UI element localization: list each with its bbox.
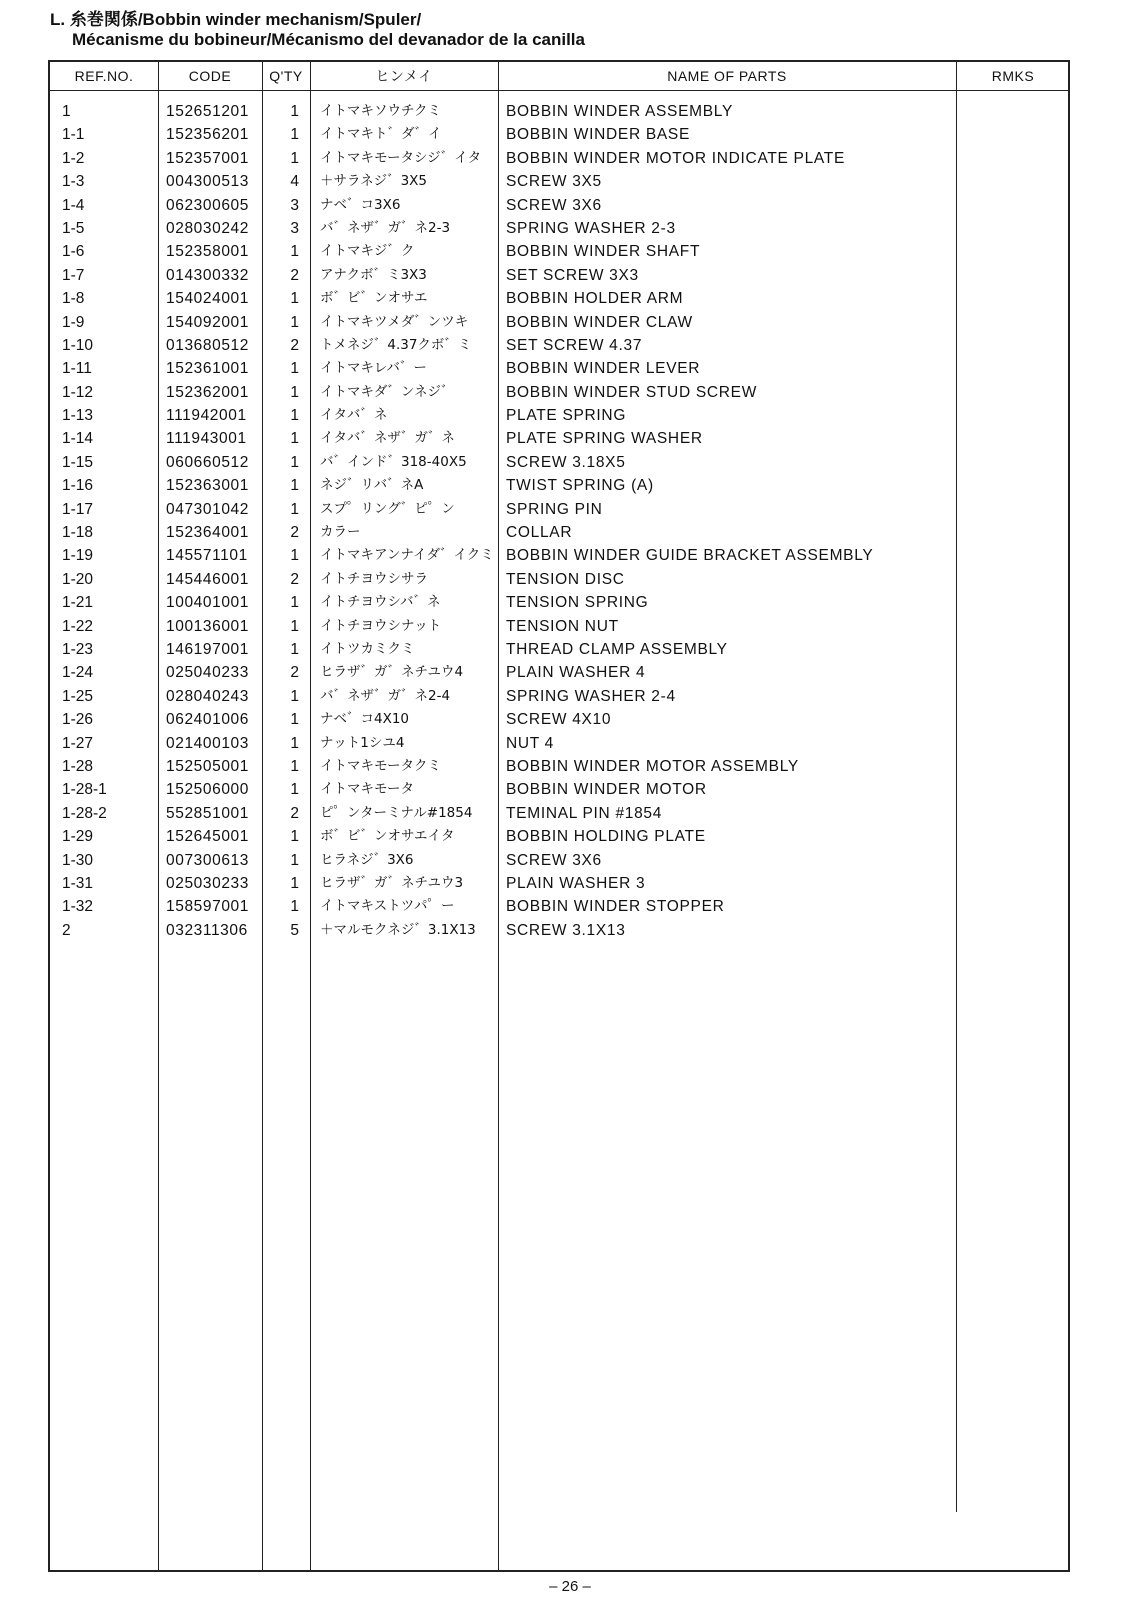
table-row [50,755,1068,778]
table-row [50,451,1068,474]
cell-code: 021400103 [166,734,249,752]
cell-code: 154024001 [166,290,249,308]
table-row [50,849,1068,872]
cell-ref: 1-23 [62,640,94,658]
cell-name: TWIST SPRING (A) [506,477,654,495]
table-row [50,708,1068,731]
cell-kana: イトマキモータ [320,781,414,798]
cell-kana: イタバ゛ネザ゛ガ゛ネ [320,430,455,447]
cell-kana: バ゛ネザ゛ガ゛ネ2-4 [320,687,451,704]
cell-name: BOBBIN HOLDING PLATE [506,828,706,846]
cell-ref: 1-8 [62,290,85,308]
parts-table [48,60,1070,1572]
table-row [50,357,1068,380]
cell-kana: ナット1シユ4 [320,734,405,751]
cell-ref: 1-15 [62,453,94,471]
table-row [50,217,1068,240]
cell-name: BOBBIN WINDER SHAFT [506,243,701,261]
header-ref: REF.NO. [74,68,134,84]
cell-qty: 1 [290,898,299,916]
cell-code: 152645001 [166,828,249,846]
cell-code: 152505001 [166,757,249,775]
cell-ref: 1-6 [62,243,85,261]
cell-name: PLAIN WASHER 3 [506,874,646,892]
header-qty: Q'TY [269,68,303,84]
cell-name: BOBBIN WINDER MOTOR ASSEMBLY [506,757,799,775]
header-code: CODE [188,68,232,84]
cell-code: 111943001 [166,430,247,448]
cell-code: 552851001 [166,804,249,822]
cell-code: 152357001 [166,149,249,167]
cell-name: SET SCREW 4.37 [506,336,643,354]
cell-name: SPRING WASHER 2-3 [506,219,676,237]
cell-qty: 1 [290,453,299,471]
cell-name: SCREW 3.1X13 [506,921,626,939]
cell-code: 025030233 [166,874,249,892]
cell-ref: 1-5 [62,219,85,237]
cell-qty: 4 [290,173,299,191]
cell-ref: 1-10 [62,336,94,354]
cell-qty: 1 [290,313,299,331]
cell-name: SPRING WASHER 2-4 [506,687,676,705]
cell-name: SET SCREW 3X3 [506,266,639,284]
cell-kana: イトチヨウシナット [320,617,442,634]
table-row [50,474,1068,497]
cell-qty: 1 [290,290,299,308]
cell-ref: 1-7 [62,266,85,284]
cell-kana: イトツカミクミ [320,640,415,657]
cell-name: SCREW 3.18X5 [506,453,626,471]
cell-name: TEMINAL PIN #1854 [506,804,663,822]
cell-name: THREAD CLAMP ASSEMBLY [506,640,728,658]
table-row [50,123,1068,146]
table-body [50,100,1068,942]
cell-code: 007300613 [166,851,249,869]
table-row [50,404,1068,427]
table-row [50,802,1068,825]
cell-kana: ヒラザ゛ガ゛ネチユウ3 [320,874,464,891]
cell-name: PLAIN WASHER 4 [506,664,646,682]
table-row [50,100,1068,123]
table-row [50,147,1068,170]
page-title [50,10,585,50]
cell-qty: 1 [290,617,299,635]
cell-kana: イトマキアンナイダ゛イクミ [320,547,494,564]
cell-kana: ヒラザ゛ガ゛ネチユウ4 [320,664,464,681]
cell-ref: 1-16 [62,477,94,495]
cell-kana: バ゛インド゛318-40X5 [320,453,467,470]
cell-name: BOBBIN WINDER MOTOR [506,781,707,799]
cell-qty: 1 [290,640,299,658]
cell-code: 062300605 [166,196,249,214]
cell-qty: 3 [290,219,299,237]
cell-kana: イトマキソウチクミ [320,103,441,119]
cell-code: 060660512 [166,453,249,471]
cell-ref: 1-2 [62,149,85,167]
cell-name: BOBBIN WINDER BASE [506,126,690,144]
cell-qty: 1 [290,430,299,448]
cell-name: TENSION NUT [506,617,619,635]
cell-name: SCREW 3X6 [506,196,602,214]
cell-kana: トメネジ゛4.37クボ゛ミ [320,336,472,353]
cell-code: 152364001 [166,524,249,542]
cell-qty: 1 [290,687,299,705]
cell-code: 152651201 [166,103,249,120]
cell-qty: 2 [290,570,299,588]
cell-ref: 1-28 [62,757,94,775]
cell-kana: ＋サラネジ゛3X5 [320,173,428,190]
cell-qty: 1 [290,407,299,425]
cell-ref: 1-18 [62,524,94,542]
cell-kana: イトマキモータクミ [320,757,441,774]
cell-ref: 1-27 [62,734,94,752]
cell-ref: 1-32 [62,898,94,916]
cell-kana: イトチヨウシバ゛ネ [320,594,441,611]
cell-ref: 1-25 [62,687,94,705]
table-row [50,264,1068,287]
cell-name: BOBBIN WINDER STUD SCREW [506,383,758,401]
table-row [50,194,1068,217]
cell-qty: 1 [290,734,299,752]
table-row [50,872,1068,895]
cell-qty: 1 [290,477,299,495]
cell-qty: 1 [290,757,299,775]
cell-name: NUT 4 [506,734,555,752]
cell-code: 032311306 [166,921,248,939]
cell-qty: 2 [290,664,299,682]
cell-kana: イトマキストツパ゜ー [320,898,455,915]
cell-code: 004300513 [166,173,249,191]
cell-kana: アナクボ゛ミ3X3 [320,266,427,283]
cell-ref: 1-31 [62,874,94,892]
table-row [50,568,1068,591]
cell-ref: 1-12 [62,383,94,401]
cell-ref: 1-17 [62,500,94,518]
cell-qty: 5 [290,921,299,939]
cell-ref: 1-19 [62,547,94,565]
cell-kana: イトマキレバ゛ー [320,360,427,377]
cell-code: 158597001 [166,898,249,916]
cell-code: 154092001 [166,313,249,331]
cell-kana: スプ゜リング゛ピ゜ン [320,500,455,517]
table-row [50,591,1068,614]
cell-name: PLATE SPRING WASHER [506,430,703,448]
cell-qty: 1 [290,500,299,518]
table-row [50,615,1068,638]
cell-kana: カラー [320,524,361,541]
cell-qty: 2 [290,804,299,822]
cell-name: SPRING PIN [506,500,603,518]
cell-qty: 1 [290,874,299,892]
cell-name: BOBBIN WINDER GUIDE BRACKET ASSEMBLY [506,547,874,565]
cell-qty: 1 [290,126,299,144]
header-rmks: RMKS [991,68,1035,84]
cell-ref: 1-28-1 [62,781,107,799]
cell-qty: 1 [290,103,299,120]
cell-name: COLLAR [506,524,573,542]
cell-kana: ナベ゛コ4X10 [320,711,410,728]
cell-ref: 1-4 [62,196,85,214]
table-row [50,311,1068,334]
cell-ref: 1-9 [62,313,85,331]
cell-kana: イトマキト゛ダ゛イ [320,126,442,143]
cell-kana: イタバ゛ネ [320,407,388,424]
cell-qty: 1 [290,243,299,261]
cell-code: 152356201 [166,126,249,144]
table-row [50,240,1068,263]
cell-ref: 1-29 [62,828,94,846]
table-row [50,825,1068,848]
cell-kana: バ゛ネザ゛ガ゛ネ2-3 [320,219,451,236]
table-row [50,170,1068,193]
table-row [50,544,1068,567]
cell-ref: 1-14 [62,430,94,448]
header-kana: ヒンメイ [375,68,433,84]
cell-qty: 1 [290,383,299,401]
cell-ref: 1-26 [62,711,94,729]
cell-name: SCREW 3X6 [506,851,602,869]
table-row [50,521,1068,544]
cell-ref: 1-22 [62,617,94,635]
cell-code: 013680512 [166,336,249,354]
table-row [50,334,1068,357]
cell-kana: イトチヨウシサラ [320,570,428,587]
cell-kana: イトマキダ゛ンネジ゛ [320,383,455,400]
cell-kana: ナベ゛コ3X6 [320,196,401,213]
cell-kana: イトマキモータシジ゛イタ [320,149,482,166]
table-row [50,895,1068,918]
cell-qty: 1 [290,594,299,612]
cell-name: BOBBIN WINDER ASSEMBLY [506,103,733,120]
cell-ref: 1-11 [62,360,92,378]
cell-name: TENSION SPRING [506,594,649,612]
header-name: NAME OF PARTS [667,68,787,84]
cell-qty: 1 [290,149,299,167]
cell-ref: 1 [62,103,71,120]
table-row [50,919,1068,942]
cell-name: BOBBIN WINDER MOTOR INDICATE PLATE [506,149,845,167]
cell-code: 145446001 [166,570,249,588]
table-row [50,498,1068,521]
title-line-2: Mécanisme du bobineur/Mécanismo del devanador de la canilla [72,30,585,49]
cell-kana: ボ゛ビ゛ンオサエ [320,290,428,307]
cell-code: 047301042 [166,500,249,518]
cell-code: 146197001 [166,640,249,658]
cell-qty: 1 [290,781,299,799]
cell-ref: 2 [62,921,71,939]
cell-name: PLATE SPRING [506,407,627,425]
cell-code: 152506000 [166,781,249,799]
cell-name: TENSION DISC [506,570,625,588]
cell-qty: 1 [290,547,299,565]
cell-qty: 2 [290,524,299,542]
cell-code: 028040243 [166,687,249,705]
cell-ref: 1-3 [62,173,85,191]
cell-kana: ピ゜ンターミナル#1854 [320,804,473,821]
cell-qty: 1 [290,851,299,869]
cell-kana: ネジ゛リバ゛ネA [320,477,424,494]
cell-code: 152358001 [166,243,249,261]
cell-code: 145571101 [166,547,248,565]
cell-code: 152362001 [166,383,249,401]
table-row [50,732,1068,755]
cell-code: 100401001 [166,594,249,612]
cell-name: BOBBIN HOLDER ARM [506,290,684,308]
cell-kana: イトマキツメダ゛ンツキ [320,313,469,330]
cell-qty: 1 [290,360,299,378]
cell-qty: 3 [290,196,299,214]
table-row [50,427,1068,450]
cell-name: BOBBIN WINDER STOPPER [506,898,725,916]
cell-code: 152361001 [166,360,249,378]
cell-ref: 1-20 [62,570,94,588]
table-row [50,661,1068,684]
cell-name: BOBBIN WINDER CLAW [506,313,693,331]
table-row [50,381,1068,404]
cell-ref: 1-30 [62,851,94,869]
cell-kana: ボ゛ビ゛ンオサエイタ [320,828,455,845]
cell-name: SCREW 3X5 [506,173,602,191]
cell-code: 062401006 [166,711,249,729]
cell-ref: 1-13 [62,407,94,425]
cell-ref: 1-21 [62,594,94,612]
cell-kana: ＋マルモクネジ゛3.1X13 [320,921,476,938]
cell-kana: イトマキジ゛ク [320,243,415,260]
table-row [50,778,1068,801]
cell-code: 028030242 [166,219,249,237]
cell-ref: 1-1 [62,126,85,144]
cell-code: 111942001 [166,407,247,425]
cell-qty: 1 [290,828,299,846]
cell-qty: 1 [290,711,299,729]
title-line-1: L. 糸巻関係/Bobbin winder mechanism/Spuler/ [50,10,422,29]
cell-code: 152363001 [166,477,249,495]
table-row [50,287,1068,310]
page-number: – 26 – [549,1578,591,1595]
cell-ref: 1-28-2 [62,804,107,822]
cell-code: 100136001 [166,617,249,635]
cell-name: BOBBIN WINDER LEVER [506,360,701,378]
table-row [50,685,1068,708]
cell-name: SCREW 4X10 [506,711,612,729]
cell-ref: 1-24 [62,664,94,682]
cell-qty: 2 [290,266,299,284]
cell-code: 025040233 [166,664,249,682]
table-row [50,638,1068,661]
cell-kana: ヒラネジ゛3X6 [320,851,414,868]
cell-qty: 2 [290,336,299,354]
cell-code: 014300332 [166,266,249,284]
header-divider [50,90,1068,91]
